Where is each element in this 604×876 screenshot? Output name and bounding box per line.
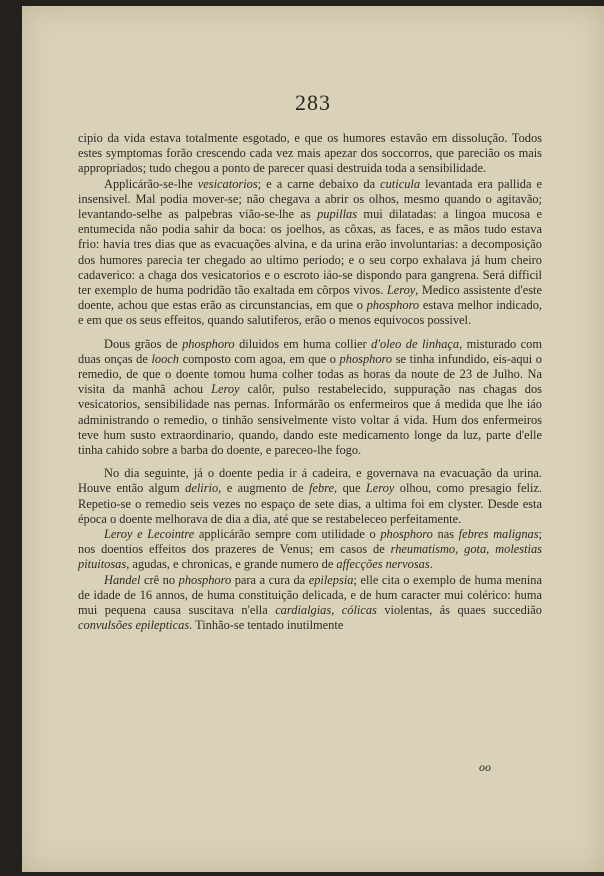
text-run: levantada era pallida e insensivel. Mal podia mover-se; não chegava a abrir os olhos, mesmo quando o agitavão; levantando-selhe as palpebras vião-se-lhe as [78,176,543,222]
text-run: applicárão sempre com utilidade o [194,527,381,542]
text-run: , agudas, e chronicas, e grande numero de [126,557,337,572]
paragraph [78,177,542,329]
text-run: nas [432,527,459,542]
italic-run: phosphoro [339,351,393,366]
italic-run: looch [151,351,179,366]
text-run: Applicárão-se-lhe [104,176,198,191]
italic-run: phosphoro [182,336,235,351]
text-run: composto com agoa, em que o [179,351,340,366]
text-run: , misturado com duas onças de [78,336,543,366]
text-run: , e augmento de [218,481,310,496]
text-run: diluidos em huma collier [234,336,372,351]
catchword: oo [479,760,491,774]
italic-run: epilepsia [308,572,354,587]
text-run: cipio da vida estava totalmente esgotado, e que os humores estavão em dissolução. Todos estes symptomas forão crescendo cada vez mais apezar dos soccorros, que parecião os mais appropriados; tudo chegou a ponto de parecer quasi destruida toda a sensibilidade. [78,131,542,176]
text-run: . [429,557,433,572]
italic-run: delirio [185,481,219,496]
text-run: , [486,542,496,557]
paragraph [78,131,542,177]
italic-run: phosphoro [366,298,420,313]
italic-run: febre [309,481,335,496]
text-run: violentas, ás quaes succedião [376,603,542,618]
text-run: , Medico assistente d'este doente, achou que estas erão as circunstancias, em que o [78,283,542,313]
text-run: , [455,542,465,557]
text-run: , [331,603,342,618]
paragraph [78,337,542,459]
italic-run: d'oleo de linhaça [371,336,460,351]
text-run: calôr, pulso restabelecido, suppuração nas chagas dos vesicatorios, sensibilidade nas pernas. Informárão os enfermeiros que á medida que lhe iáo administrando o remedio, o tinhão sensivelmente visto voltar á vida. Hum dos enfermeiros teve hum susto extraordinario, quando, dando este medicamento longe da luz, parte d'elle tinha cahido sobre a barba do doente, e pareceo-lhe fogo. [78,382,542,458]
italic-run: pupillas [317,207,358,222]
italic-run: Handel [104,572,141,587]
text-run: Dous grãos de [104,336,183,351]
italic-run: Leroy e Lecointre [104,527,195,542]
italic-run: Leroy [365,481,395,496]
text-run: olhou, como presagio feliz. Repetio-se o remedio seis vezes no espaço de sete dias, a ultima foi em clyster. Desde esta época o doente melhorava de dia a dia, até que se restabeleceo perfeitamente. [78,481,543,526]
text-run: , que [334,481,366,496]
italic-run: cuticula [380,176,421,191]
book-page [22,6,604,872]
text-run: . Tinhão-se tentado inutilmente [189,618,344,633]
paragraph [78,527,542,573]
italic-run: vesicatorios [197,176,258,191]
text-run: ; e a carne debaixo da [257,176,381,191]
paragraph [78,573,542,634]
text-run: ; elle cita o exemplo de huma menina de idade de 16 annos, de huma constituição delicada, e de hum caracter mui colérico: huma mui pequena causa suscitava n'ella [78,572,543,618]
body-text [78,131,542,634]
italic-run: cardialgias [275,603,332,618]
italic-run: molestias pituitosas [78,542,542,572]
italic-run: Leroy [211,382,240,397]
text-run: estava melhor indicado, e em que os seus effeitos, quando salutiferos, erão o menos equivocos possivel. [78,298,542,328]
text-run: No dia seguinte, já o doente pedia ir á cadeira, e governava na evacuação da urina. Houve então algum [78,466,542,496]
text-run: mui dilatadas: a lingoa mucosa e entumecida não podia sahir da boca: os joelhos, as côxas, as faces, e as mãos tudo estava frio: havia tres dias que as evacuações alvina, e da urina erão involuntarias: a decomposição dos humores parecia ter chegado ao ultimo periodo; e o seu corpo exhalava já hum cheiro cadaverico: a chaga dos vesicatorios e o escroto iáo-se dispondo para gangrena. Será difficil ter exemplo de huma podridão tão exaltada em côrpos vivos. [78,207,542,298]
italic-run: Leroy [386,283,416,298]
text-run: ; nos doentios effeitos dos prazeres de Venus; em casos de [78,527,542,557]
text-run: se tinha infundido, eis-aqui o remedio, de que o doente tomou huma colher todas as horas da noute de 23 de Julho. Na visita da manhã achou [78,351,542,397]
italic-run: convulsões epilepticas [78,618,190,633]
text-run: para a cura da [231,572,309,587]
italic-run: phosphoro [178,572,232,587]
italic-run: phosphoro [380,527,433,542]
text-run: crê no [140,572,179,587]
italic-run: gota [464,542,487,557]
italic-run: affecções nervosas [336,557,430,572]
page-number: 283 [295,90,331,115]
italic-run: rheumatismo [390,542,456,557]
italic-run: cólicas [341,603,377,618]
paragraph [78,466,542,527]
italic-run: febres malignas [458,527,539,542]
